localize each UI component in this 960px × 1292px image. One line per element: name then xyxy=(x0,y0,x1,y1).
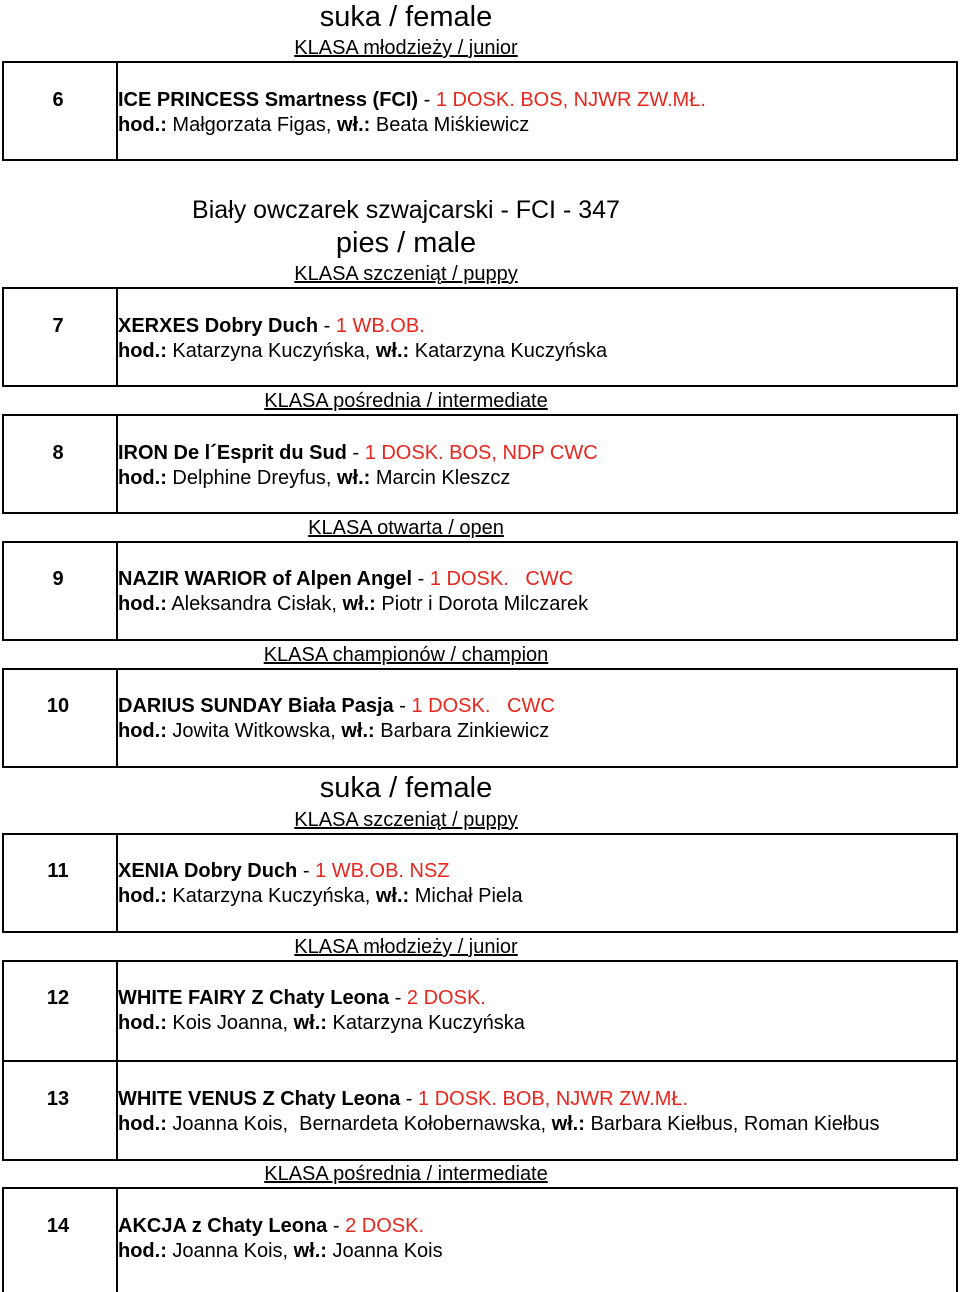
entry-owner-line xyxy=(118,339,607,363)
entry-title-line xyxy=(118,567,573,591)
owner-label: wł.: xyxy=(375,885,410,907)
dog-name: WHITE VENUS Z Chaty Leona xyxy=(118,1088,401,1110)
entry-title-line xyxy=(118,441,598,465)
result: 1 WB.OB. NSZ xyxy=(315,860,450,882)
sex-heading: suka / female xyxy=(319,772,493,804)
class-heading: KLASA młodzieży / junior xyxy=(294,37,518,59)
breeder: Delphine Dreyfus, xyxy=(166,467,337,489)
entry-title-line xyxy=(118,859,450,883)
owner: Katarzyna Kuczyńska xyxy=(326,1012,525,1034)
entry-number: 11 xyxy=(47,860,69,882)
entry-box xyxy=(2,541,958,641)
breed-heading: Biały owczarek szwajcarski - FCI - 347 xyxy=(192,196,620,224)
entry-owner-line xyxy=(118,884,523,908)
breeder-label: hod.: xyxy=(118,1113,167,1135)
class-heading: KLASA szczeniąt / puppy xyxy=(294,809,518,831)
class-heading: KLASA młodzieży / junior xyxy=(294,936,518,958)
entry-number: 14 xyxy=(46,1215,70,1237)
entry-owner-line xyxy=(118,592,588,616)
class-heading: KLASA championów / champion xyxy=(263,644,549,666)
owner: Barbara Zinkiewicz xyxy=(374,720,550,742)
result: 1 WB.OB. xyxy=(335,315,425,337)
breeder: Kois Joanna, xyxy=(166,1012,294,1034)
class-heading: KLASA pośrednia / intermediate xyxy=(264,390,548,412)
breeder: Katarzyna Kuczyńska, xyxy=(166,340,376,362)
separator: - xyxy=(400,1088,419,1110)
column-divider xyxy=(116,833,118,933)
owner-label: wł.: xyxy=(375,340,410,362)
owner: Beata Miśkiewicz xyxy=(370,114,530,136)
owner: Barbara Kiełbus, Roman Kiełbus xyxy=(584,1113,880,1135)
entry-title-line xyxy=(118,1214,424,1238)
column-divider xyxy=(116,541,118,641)
owner-label: wł.: xyxy=(341,720,375,742)
entry-number: 13 xyxy=(46,1088,70,1110)
sex-heading: suka / female xyxy=(319,1,493,33)
column-divider xyxy=(116,668,118,768)
entry-title-line xyxy=(118,694,555,718)
dog-name: ICE PRINCESS Smartness (FCI) xyxy=(118,89,419,111)
breeder: Aleksandra Cisłak, xyxy=(166,593,343,615)
owner-label: wł.: xyxy=(342,593,376,615)
entry-title-line xyxy=(118,986,486,1010)
owner-label: wł.: xyxy=(293,1240,327,1262)
separator: - xyxy=(346,442,365,464)
entry-title-line xyxy=(118,88,706,112)
entry-number: 8 xyxy=(52,442,64,464)
owner: Marcin Kleszcz xyxy=(370,467,511,489)
breeder-label: hod.: xyxy=(118,467,167,489)
entry-title-line xyxy=(118,314,425,338)
owner: Piotr i Dorota Milczarek xyxy=(375,593,589,615)
breeder: Małgorzata Figas, xyxy=(166,114,337,136)
dog-name: DARIUS SUNDAY Biała Pasja xyxy=(118,695,394,717)
owner-label: wł.: xyxy=(336,467,371,489)
class-heading: KLASA otwarta / open xyxy=(308,517,504,539)
result: 1 DOSK. BOB, NJWR ZW.MŁ. xyxy=(418,1088,689,1110)
breeder-label: hod.: xyxy=(118,114,167,136)
row-divider xyxy=(2,1060,958,1062)
breeder: Joanna Kois, xyxy=(166,1240,294,1262)
entry-number: 10 xyxy=(46,695,70,717)
breeder: Katarzyna Kuczyńska, xyxy=(166,885,376,907)
entry-title-line xyxy=(118,1087,688,1111)
result: 1 DOSK. BOS, NJWR ZW.MŁ. xyxy=(435,89,706,111)
sex-heading: pies / male xyxy=(335,227,477,259)
breeder: Jowita Witkowska, xyxy=(166,720,342,742)
owner: Michał Piela xyxy=(409,885,523,907)
breeder-label: hod.: xyxy=(118,1012,167,1034)
class-heading: KLASA szczeniąt / puppy xyxy=(294,263,518,285)
owner-label: wł.: xyxy=(336,114,371,136)
result: 1 DOSK. CWC xyxy=(411,695,555,717)
entry-owner-line xyxy=(118,466,510,490)
entry-owner-line xyxy=(118,719,549,743)
breeder-label: hod.: xyxy=(118,593,167,615)
entry-number: 12 xyxy=(46,987,70,1009)
result: 1 DOSK. CWC xyxy=(429,568,574,590)
separator: - xyxy=(412,568,430,590)
entry-box xyxy=(2,833,958,933)
class-heading: KLASA pośrednia / intermediate xyxy=(264,1163,548,1185)
dog-name: XENIA Dobry Duch xyxy=(118,860,298,882)
entry-owner-line xyxy=(118,1112,880,1136)
entry-number: 6 xyxy=(52,89,64,111)
result: 1 DOSK. BOS, NDP CWC xyxy=(364,442,598,464)
owner-label: wł.: xyxy=(293,1012,327,1034)
breeder: Joanna Kois, Bernardeta Kołobernawska, xyxy=(166,1113,552,1135)
separator: - xyxy=(297,860,316,882)
breeder-label: hod.: xyxy=(118,885,167,907)
entry-number: 7 xyxy=(52,315,64,337)
dog-name: IRON De l´Esprit du Sud xyxy=(118,442,347,464)
entry-owner-line xyxy=(118,113,529,137)
separator: - xyxy=(389,987,407,1009)
separator: - xyxy=(418,89,436,111)
dog-name: NAZIR WARIOR of Alpen Angel xyxy=(118,568,413,590)
breeder-label: hod.: xyxy=(118,720,167,742)
dog-name: AKCJA z Chaty Leona xyxy=(118,1215,328,1237)
entry-number: 9 xyxy=(52,568,64,590)
breeder-label: hod.: xyxy=(118,1240,167,1262)
entry-box xyxy=(2,668,958,768)
separator: - xyxy=(327,1215,346,1237)
owner-label: wł.: xyxy=(551,1113,585,1135)
entry-owner-line xyxy=(118,1011,525,1035)
separator: - xyxy=(393,695,412,717)
result: 2 DOSK. xyxy=(406,987,486,1009)
separator: - xyxy=(318,315,336,337)
dog-name: WHITE FAIRY Z Chaty Leona xyxy=(118,987,390,1009)
dog-name: XERXES Dobry Duch xyxy=(118,315,319,337)
owner: Katarzyna Kuczyńska xyxy=(409,340,608,362)
breeder-label: hod.: xyxy=(118,340,167,362)
entry-owner-line xyxy=(118,1239,443,1263)
owner: Joanna Kois xyxy=(326,1240,443,1262)
result: 2 DOSK. xyxy=(345,1215,424,1237)
